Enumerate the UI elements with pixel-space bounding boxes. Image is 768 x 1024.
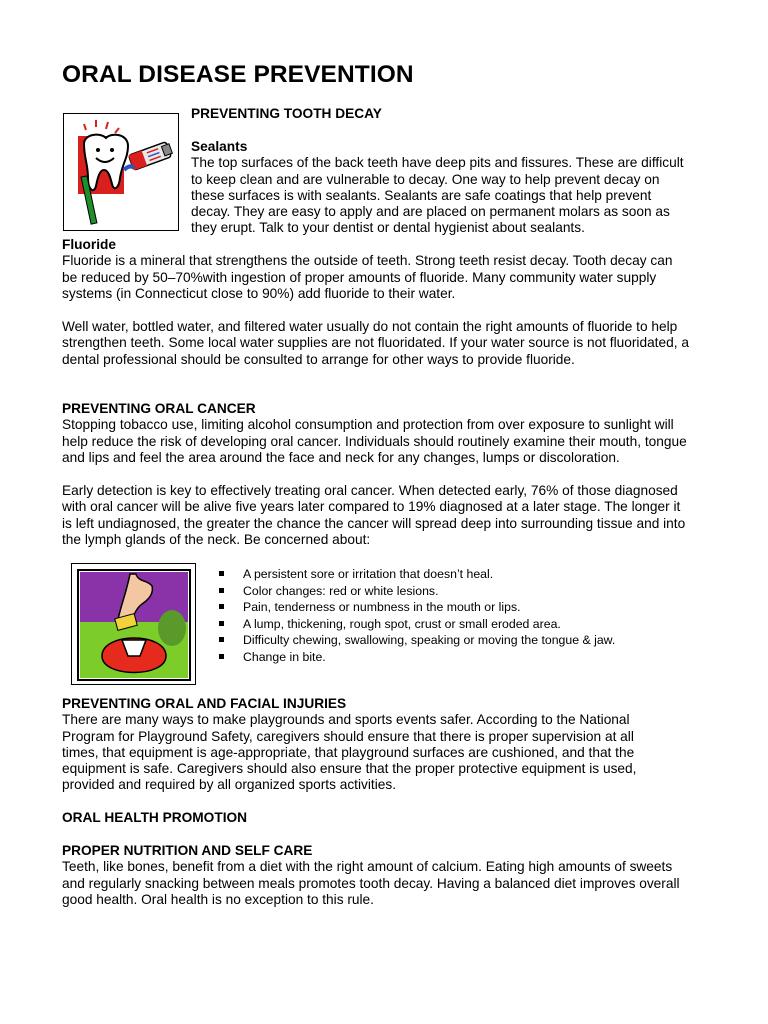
subheading: Fluoride [62, 237, 116, 252]
list-item: Difficulty chewing, swallowing, speaking or moving the tongue & jaw. [217, 632, 615, 649]
section-subheading: PROPER NUTRITION AND SELF CARE [62, 843, 313, 858]
text-line: Well water, bottled water, and filtered water usually do not contain the right amounts of fluoride to help [62, 319, 678, 334]
text-line: Fluoride is a mineral that strengthens the outside of teeth. Strong teeth resist decay. Tooth decay can [62, 253, 673, 269]
section-heading: PREVENTING ORAL AND FACIAL INJURIES [62, 696, 347, 711]
fluoride-block [62, 237, 672, 302]
text-line: The top surfaces of the back teeth have deep pits and fissures. These are difficult [191, 155, 684, 171]
list-item: A persistent sore or irritation that doesn’t heal. [217, 566, 615, 583]
tooth-decay-intro [191, 106, 382, 122]
list-item: Pain, tenderness or numbness in the mouth or lips. [217, 599, 615, 616]
well-water-block [62, 319, 689, 368]
text-line: these surfaces is with sealants. Sealants are safe coatings that help prevent [191, 187, 652, 203]
section-heading: ORAL HEALTH PROMOTION [62, 810, 248, 825]
text-line: dental professional should be consulted to arrange for other ways to provide fluoride. [62, 351, 575, 367]
list-item: A lump, thickening, rough spot, crust or small eroded area. [217, 616, 615, 633]
text-line: Teeth, like bones, benefit from a diet with the right amount of calcium. Eating high amounts of sweets [62, 859, 673, 875]
text-line: is left undiagnosed, the greater the chance the cancer will spread deep into surrounding tissue and into [62, 515, 686, 531]
text-line: There are many ways to make playgrounds and sports events safer. According to the National [62, 712, 630, 728]
text-line: equipment is safe. Caregivers should also ensure that the proper protective equipment is used, [62, 761, 637, 777]
sealants-block [191, 139, 684, 237]
early-detection-block [62, 483, 685, 548]
text-line: and regularly snacking between meals promotes tooth decay. Having a balanced diet improves overall [62, 875, 680, 891]
text-line: help reduce the risk of developing oral cancer. Individuals should routinely examine their mouth, tongue [62, 433, 687, 449]
text-line: good health. Oral health is no exception to this rule. [62, 891, 374, 907]
text-line: they erupt. Talk to your dentist or dental hygienist about sealants. [191, 220, 585, 236]
text-line: decay. They are easy to apply and are placed on permanent molars as soon as [191, 204, 670, 220]
section-heading: PREVENTING TOOTH DECAY [191, 106, 382, 121]
text-line: systems (in Connecticut close to 90%) add fluoride to their water. [62, 285, 456, 301]
promotion-heading-block [62, 810, 247, 826]
subheading: Sealants [191, 139, 248, 154]
page-title: ORAL DISEASE PREVENTION [62, 61, 414, 88]
hand-examining-icon [71, 563, 196, 685]
symptom-list [217, 566, 615, 666]
tooth-with-toothpaste-icon [63, 113, 179, 231]
list-item: Change in bite. [217, 649, 615, 666]
nutrition-block [62, 843, 680, 908]
text-line: to keep clean and are vulnerable to decay. One way to help prevent decay on [191, 171, 660, 187]
text-line: times, that equipment is age-appropriate, that playground surfaces are cushioned, and that the [62, 744, 635, 760]
list-item: Color changes: red or white lesions. [217, 583, 615, 600]
injuries-block [62, 696, 636, 794]
text-line: the lymph glands of the neck. Be concerned about: [62, 531, 371, 547]
text-line: Stopping tobacco use, limiting alcohol consumption and protection from over exposure to sunlight will [62, 417, 674, 433]
text-line: Program for Playground Safety, caregivers should ensure that there is proper supervision at all [62, 728, 634, 744]
text-line: provided and required by all organized sports activities. [62, 777, 397, 793]
text-line: with oral cancer will be alive five years later compared to 19% diagnosed at a later stage. The longer it [62, 499, 681, 515]
text-line: strengthen teeth. Some local water supplies are not fluoridated. If your water source is not fluoridated, a [62, 335, 689, 351]
text-line: and lips and feel the area around the face and neck for any changes, lumps or discoloration. [62, 449, 620, 465]
text-line: Early detection is key to effectively treating oral cancer. When detected early, 76% of those diagnosed [62, 483, 678, 498]
text-line: be reduced by 50–70%with ingestion of proper amounts of fluoride. Many community water supply [62, 269, 657, 285]
oral-cancer-block [62, 401, 687, 466]
section-heading: PREVENTING ORAL CANCER [62, 401, 256, 416]
